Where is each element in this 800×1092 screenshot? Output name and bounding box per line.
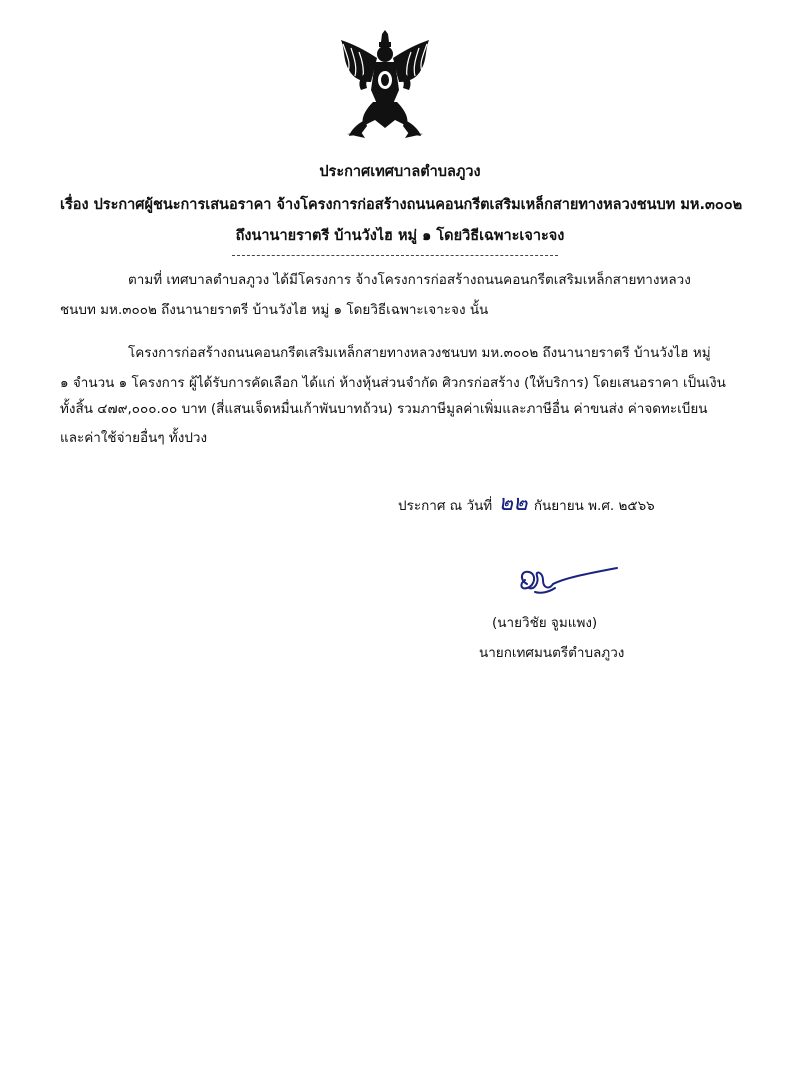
signer-title: นายกเทศมนตรีตำบลภูวง: [479, 645, 625, 661]
signer-name: (นายวิชัย จูมแพง): [492, 615, 598, 631]
paragraph-2-line-3: ทั้งสิ้น ๔๗๙,๐๐๐.๐๐ บาท (สี่แสนเจ็ดหมื่นเก้าพันบาทถ้วน) รวมภาษีมูลค่าเพิ่มและภาษีอื่น ค่าขนส่ง ค่าจดทะเบียน: [60, 401, 708, 417]
paragraph-2-line-4: และค่าใช้จ่ายอื่นๆ ทั้งปวง: [60, 430, 208, 446]
garuda-emblem-icon: [335, 30, 435, 138]
announcement-date: [398, 485, 655, 520]
paragraph-1-line-2: ชนบท มห.๓๐๐๒ ถึงนานายราตรี บ้านวังไฮ หมู่ ๑ โดยวิธีเฉพาะเจาะจง นั้น: [60, 302, 489, 318]
header-divider: [232, 255, 558, 256]
announcement-subject: เรื่อง ประกาศผู้ชนะการเสนอราคา จ้างโครงการก่อสร้างถนนคอนกรีตเสริมเหล็กสายทางหลวงชนบท มห.๓๐๐๒: [60, 197, 743, 213]
date-day-handwritten: ๒๒: [498, 491, 528, 516]
date-suffix: กันยายน พ.ศ. ๒๕๖๖: [533, 498, 655, 514]
date-prefix: ประกาศ ณ วันที่: [398, 498, 493, 514]
announcement-organization: ประกาศเทศบาลตำบลภูวง: [319, 164, 481, 180]
paragraph-2-line-2: ๑ จำนวน ๑ โครงการ ผู้ได้รับการคัดเลือก ได้แก่ ห้างหุ้นส่วนจำกัด ศิวกรก่อสร้าง (ให้บริการ) โดยเสนอราคา เป็นเงิน: [60, 375, 726, 391]
signature-icon: [505, 560, 625, 604]
paragraph-1-line-1: ตามที่ เทศบาลตำบลภูวง ได้มีโครงการ จ้างโครงการก่อสร้างถนนคอนกรีตเสริมเหล็กสายทางหลวง: [128, 272, 691, 288]
announcement-subject-continued: ถึงนานายราตรี บ้านวังไฮ หมู่ ๑ โดยวิธีเฉพาะเจาะจง: [235, 228, 565, 244]
paragraph-2-line-1: โครงการก่อสร้างถนนคอนกรีตเสริมเหล็กสายทางหลวงชนบท มห.๓๐๐๒ ถึงนานายราตรี บ้านวังไฮ หมู่: [128, 345, 711, 361]
